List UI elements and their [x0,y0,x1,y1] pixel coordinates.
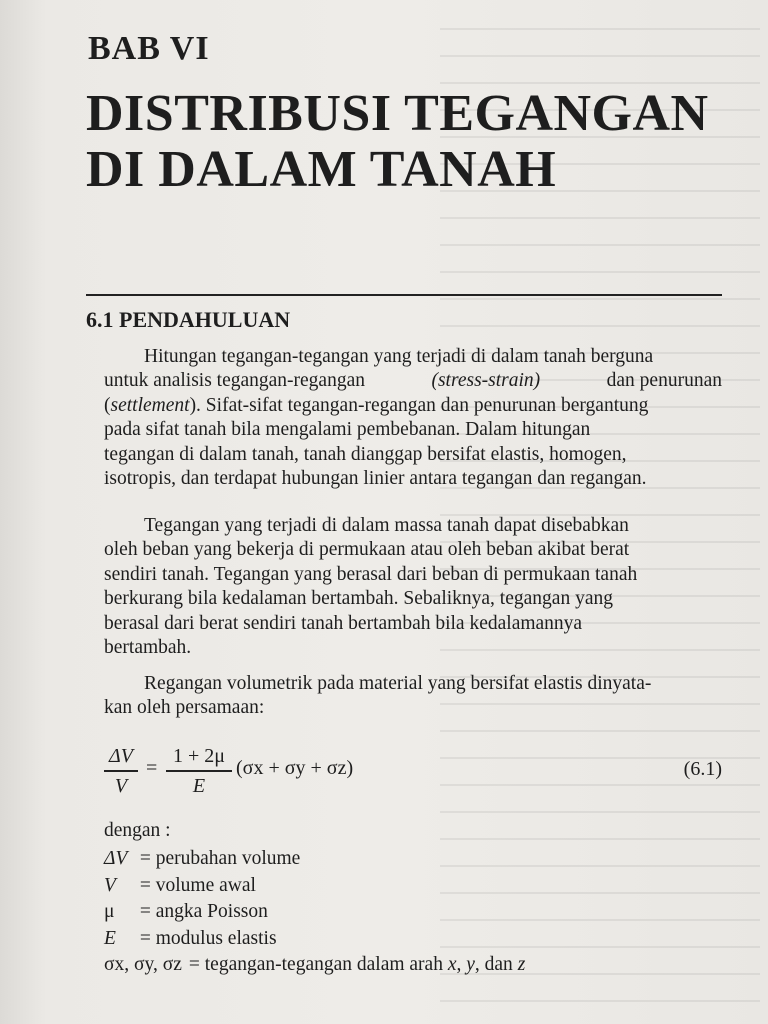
text-span: ). Sifat-sifat tegangan-regangan dan penurunan bergantung [189,394,649,416]
definition-symbol: E [104,927,116,949]
definition-text: = tegangan-tegangan dalam arah [188,954,443,975]
paragraph-line [104,369,722,393]
axis-y: y [466,954,475,975]
paragraph-line [104,394,722,418]
section-divider [86,294,722,296]
equation-rhs-fraction [166,744,232,798]
equation-number: (6.1) [683,758,722,780]
equation-lhs-numerator: ΔV [109,745,133,767]
equation-6-1 [104,744,722,800]
definition-row: σx, σy, σz = tegangan-tegangan dalam arah x, y, dan z [104,952,525,979]
equation-rhs-numerator: 1 + 2μ [172,745,225,767]
definition-row [104,926,525,953]
text-span: untuk analisis tegangan-regangan [104,370,365,392]
definition-text: = perubahan volume [139,848,301,869]
paragraph-2 [104,514,722,660]
chapter-title [86,86,709,198]
paragraph-line: Hitungan tegangan-tegangan yang terjadi di dalam tanah berguna [144,346,654,367]
definition-symbol-stress-components: σx, σy, σz [104,954,182,975]
definition-text: = angka Poisson [139,901,268,922]
paragraph-line: oleh beban yang bekerja di permukaan atau oleh beban akibat berat [104,539,630,561]
definition-text: = volume awal [139,874,256,896]
chapter-title-line-2: DI DALAM TANAH [86,141,557,198]
italic-term-settlement: settlement [110,394,190,416]
equation-equals: = [146,757,158,779]
paragraph-1 [104,345,722,491]
axis-x: x [447,954,457,975]
definition-conjunction: , dan [474,954,513,975]
definition-row [104,873,525,900]
equation-lhs-denominator: V [114,774,128,797]
text-span: dan penurunan [606,370,722,392]
axis-z: z [517,954,526,975]
fraction-bar [166,770,232,772]
paragraph-line: berkurang bila kedalaman bertambah. Sebaliknya, tegangan yang [104,588,613,610]
paragraph-line: isotropis, dan terdapat hubungan linier antara tegangan dan regangan. [104,468,647,490]
paragraph-line: sendiri tanah. Tegangan yang berasal dari beban di permukaan tanah [104,563,638,585]
definition-row [104,846,525,873]
paragraph-line: kan oleh persamaan: [104,697,265,719]
paragraph-line: Regangan volumetrik pada material yang bersifat elastis dinyata- [144,673,652,694]
paragraph-line: berasal dari berat sendiri tanah bertambah bila kedalamannya [104,612,583,634]
equation-lhs-fraction [104,744,138,798]
definitions-label: dengan : [104,820,171,841]
open-paren: ( [104,394,111,416]
paragraph-line [104,418,722,442]
equation-rhs-terms: (σx + σy + σz) [236,757,354,779]
chapter-number: BAB VI [88,30,210,67]
definition-text: = modulus elastis [139,927,277,949]
definition-row [104,899,525,926]
text-span: pada sifat tanah bila mengalami pembebanan. Dalam hitungan [104,419,591,441]
italic-term-stress-strain: (stress-strain) [431,370,541,392]
definitions-list [104,846,525,979]
definition-symbol: ΔV [104,848,128,869]
section-heading: 6.1 PENDAHULUAN [86,307,291,332]
equation-rhs-denominator: E [192,774,206,797]
chapter-title-line-1: DISTRIBUSI TEGANGAN [86,85,709,142]
paragraph-3 [104,672,722,721]
definition-symbol: V [104,874,116,896]
paragraph-line: Tegangan yang terjadi di dalam massa tanah dapat disebabkan [144,515,629,536]
paragraph-line: tegangan di dalam tanah, tanah dianggap bersifat elastis, homogen, [104,443,627,465]
definition-symbol: μ [104,901,115,922]
paragraph-line: bertambah. [104,637,192,659]
fraction-bar [104,770,138,772]
